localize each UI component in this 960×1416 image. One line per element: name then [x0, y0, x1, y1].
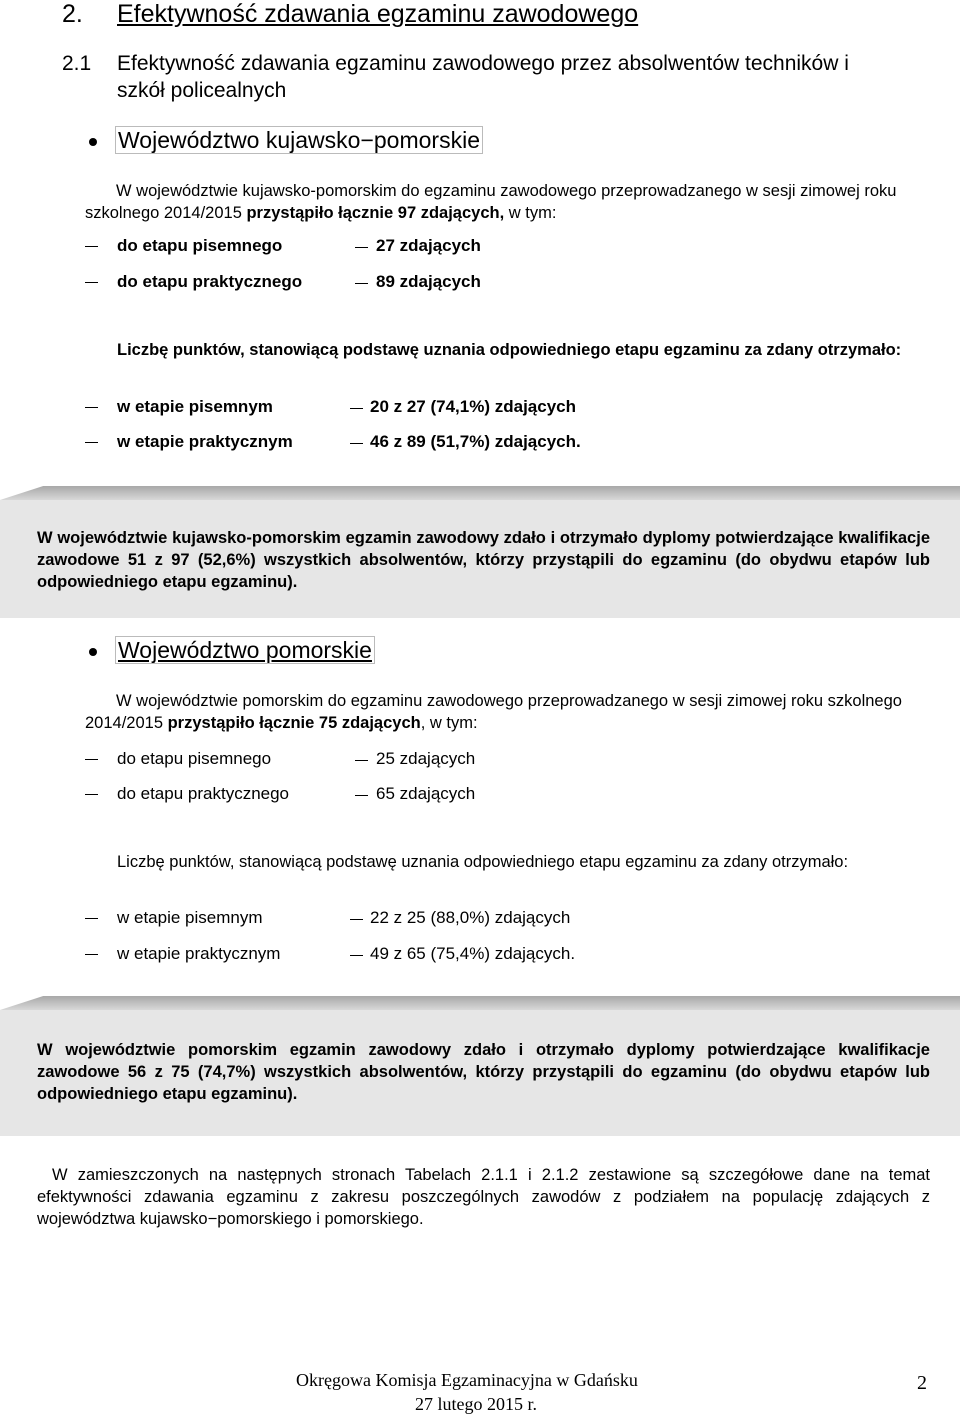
dash-icon	[350, 408, 363, 409]
dash-icon	[350, 919, 363, 920]
dash-icon	[350, 955, 363, 956]
region-heading-kp: Województwo kujawsko−pomorskie	[115, 127, 483, 154]
intro-pom: W województwie pomorskim do egzaminu zawodowego przeprowadzanego w sesji zimowej roku szkolnego 2014/2015 przystąpiło łącznie 75 zdających, w tym:	[85, 692, 902, 732]
dash-icon	[355, 247, 368, 248]
dash-icon	[85, 954, 98, 955]
dash-icon	[355, 760, 368, 761]
dash-icon	[355, 283, 368, 284]
summary-box-pom	[0, 1010, 960, 1136]
bullet-icon	[89, 648, 97, 656]
dash-icon	[85, 759, 98, 760]
footer-date: 27 lutego 2015 r.	[415, 1394, 537, 1414]
section-heading	[62, 0, 638, 29]
dash-icon	[85, 918, 98, 919]
dash-icon	[350, 443, 363, 444]
dash-icon	[355, 795, 368, 796]
result-row: w etapie praktycznym 46 z 89 (51,7%) zdających.	[85, 432, 98, 452]
stage-row: do etapu praktycznego 89 zdających	[85, 272, 98, 292]
footer-institution: Okręgowa Komisja Egzaminacyjna w Gdańsku	[296, 1370, 638, 1390]
page-number: 2	[917, 1372, 927, 1394]
stage-row: do etapu pisemnego 25 zdających	[85, 749, 98, 769]
closing-paragraph: W zamieszczonych na następnych stronach Tabelach 2.1.1 i 2.1.2 zestawione są szczegółowe dane na temat efektywności zdawania egzaminu z zakresu poszczególnych zawodów z podziałem na populację zdających z województwa kujawsko−pomorskiego i pomorskiego.	[37, 1166, 930, 1228]
result-row: w etapie praktycznym 49 z 65 (75,4%) zdających.	[85, 944, 98, 964]
summary-box-top	[0, 996, 960, 1010]
dash-icon	[85, 442, 98, 443]
summary-text-pom: W województwie pomorskim egzamin zawodowy zdało i otrzymało dyplomy potwierdzające kwalifikacje zawodowe 56 z 75 (74,7%) wszystkich absolwentów, którzy przystąpili do egzaminu (do obydwu etapów lub odpowiedniego etapu egzaminu).	[37, 1041, 930, 1103]
summary-box-kp	[0, 500, 960, 618]
section-title: Efektywność zdawania egzaminu zawodowego	[117, 0, 639, 28]
region-heading-pom: Województwo pomorskie	[115, 637, 375, 664]
summary-box-top	[0, 486, 960, 500]
subsection-number: 2.1	[62, 52, 92, 75]
intro-kp: W województwie kujawsko-pomorskim do egzaminu zawodowego przeprowadzanego w sesji zimowej roku szkolnego 2014/2015 przystąpiło łącznie 97 zdających, w tym:	[85, 182, 897, 222]
dash-icon	[85, 282, 98, 283]
dash-icon	[85, 246, 98, 247]
points-text-kp: Liczbę punktów, stanowiącą podstawę uznania odpowiedniego etapu egzaminu za zdany otrzymało:	[117, 341, 902, 359]
stage-row: do etapu praktycznego 65 zdających	[85, 784, 98, 804]
result-row: w etapie pisemnym 20 z 27 (74,1%) zdających	[85, 397, 98, 417]
result-row: w etapie pisemnym 22 z 25 (88,0%) zdających	[85, 908, 98, 928]
stage-row: do etapu pisemnego 27 zdających	[85, 236, 98, 256]
dash-icon	[85, 794, 98, 795]
bullet-icon	[89, 138, 97, 146]
subsection-title: Efektywność zdawania egzaminu zawodowego przez absolwentów techników i szkół policealnych	[117, 52, 849, 102]
points-text-pom: Liczbę punktów, stanowiącą podstawę uznania odpowiedniego etapu egzaminu za zdany otrzymało:	[117, 853, 849, 871]
summary-text-kp: W województwie kujawsko-pomorskim egzamin zawodowy zdało i otrzymało dyplomy potwierdzające kwalifikacje zawodowe 51 z 97 (52,6%) wszystkich absolwentów, którzy przystąpili do egzaminu (do obydwu etapów lub odpowiedniego etapu egzaminu).	[37, 529, 930, 591]
section-number: 2.	[62, 0, 83, 28]
dash-icon	[85, 407, 98, 408]
